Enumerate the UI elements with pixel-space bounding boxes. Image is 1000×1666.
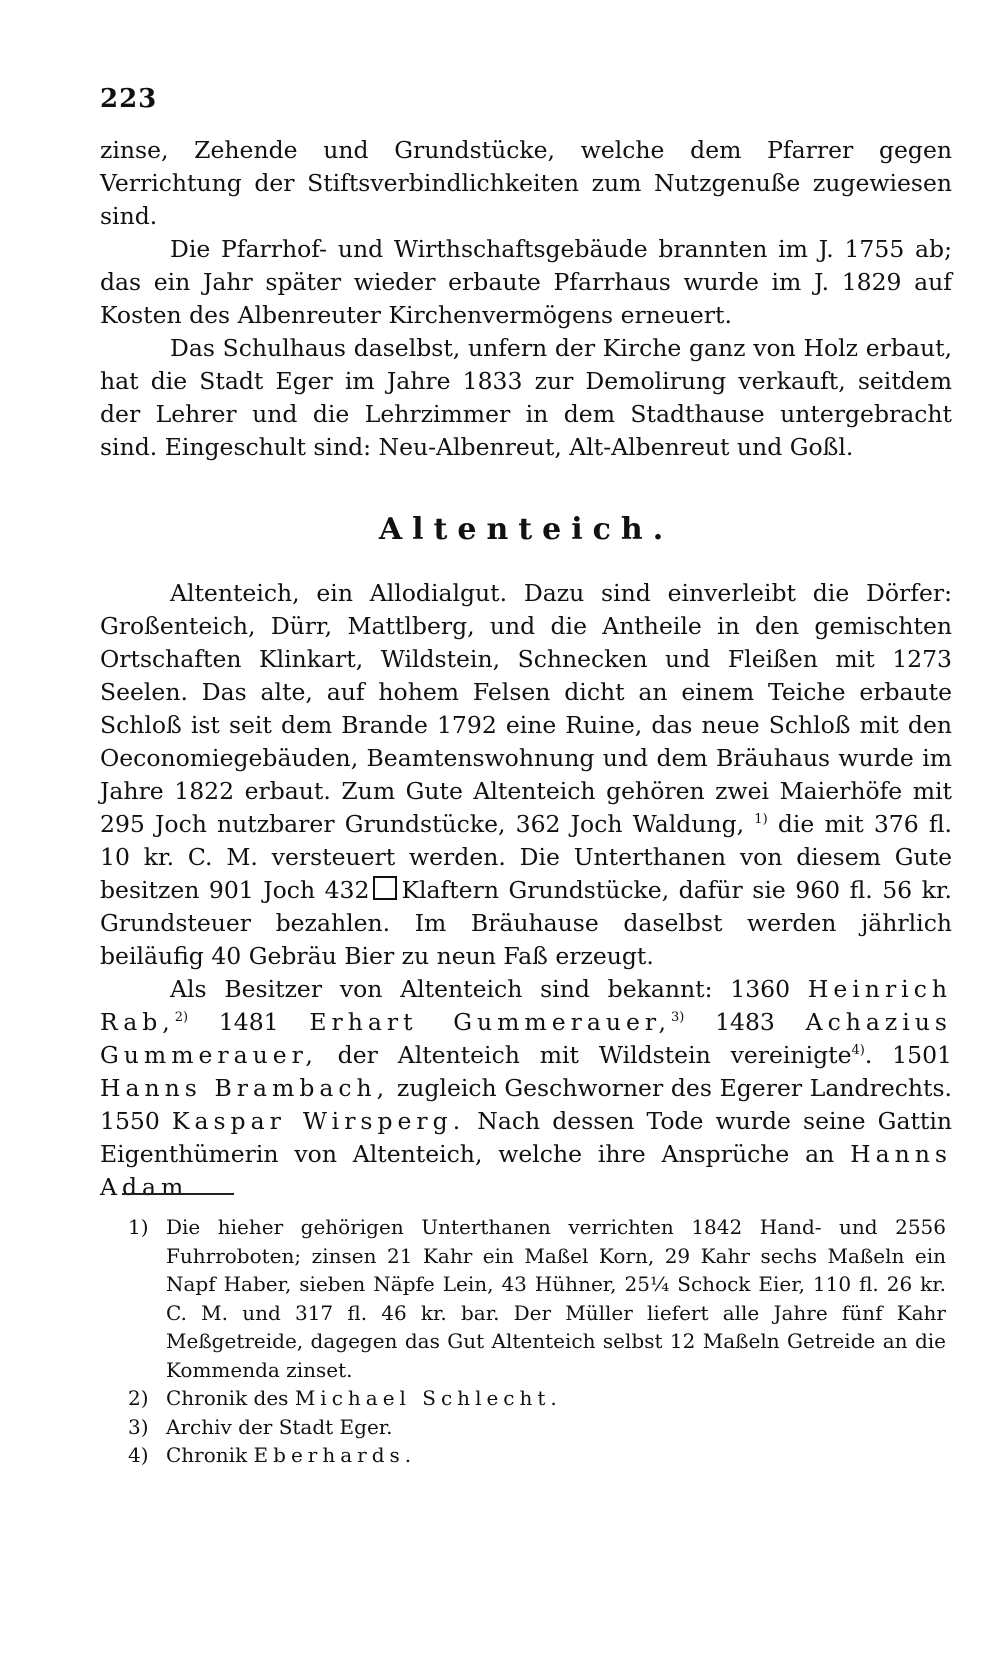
paragraph-altenteich-description bbox=[100, 577, 952, 973]
owner-name-hanns-brambach: Hanns Brambach, bbox=[100, 1074, 390, 1102]
square-symbol-icon bbox=[373, 876, 397, 900]
owners-text-part4: der Altenteich mit Wildstein vereinigte bbox=[337, 1041, 852, 1069]
main-text bbox=[100, 134, 952, 1204]
altenteich-text-part2: die mit 376 fl. 10 kr. C. M. versteuert werden. Die Unterthanen von diesem Gute besitzen 901 Joch 432 bbox=[100, 810, 952, 904]
footnote-divider bbox=[122, 1193, 234, 1195]
footnote-number: 4) bbox=[128, 1443, 149, 1467]
owner-name-heinrich-rab: Heinrich Rab, bbox=[100, 975, 952, 1036]
owners-text-part6: zugleich Geschworner des Egerer Landrechts. 1550 bbox=[100, 1074, 952, 1135]
footnote-number: 1) bbox=[128, 1215, 149, 1239]
owners-text-part5: . 1501 bbox=[864, 1041, 952, 1069]
footnote-ref-3: 3) bbox=[671, 1010, 685, 1026]
footnote-1 bbox=[128, 1213, 946, 1384]
owner-name-erhart-gummerauer: Erhart Gummerauer, bbox=[309, 1008, 672, 1036]
altenteich-text-part1: Altenteich, ein Allodialgut. Dazu sind einverleibt die Dörfer: Großenteich, Dürr, Mattlberg, und die Antheile in den gemischten Ortschaften Klinkart, Wildstein, Schnecken und Fleißen mit 1273 Seelen. Das alte, auf hohem Felsen dicht an einem Teiche erbaute Schloß ist seit dem Brande 1792 eine Ruine, das neue Schloß mit den Oeconomiegebäuden, Beamtenswohnung und dem Bräuhaus wurde im Jahre 1822 erbaut. Zum Gute Altenteich gehören zwei Maierhöfe mit 295 Joch nutzbarer Grundstücke, 362 Joch Waldung, bbox=[100, 579, 952, 838]
footnote-number: 2) bbox=[128, 1386, 149, 1410]
paragraph-school-house: Das Schulhaus daselbst, unfern der Kirche ganz von Holz erbaut, hat die Stadt Eger im Jahre 1833 zur Demolirung verkauft, seitdem der Lehrer und die Lehrzimmer in dem Stadthause untergebracht sind. Eingeschult sind: Neu-Albenreut, Alt-Albenreut und Goßl. bbox=[100, 334, 952, 461]
owners-text-part3: 1483 bbox=[715, 1008, 775, 1036]
footnote-4-text: Chronik bbox=[166, 1443, 248, 1467]
footnote-ref-2: 2) bbox=[174, 1010, 189, 1026]
section-heading: Altenteich. bbox=[378, 512, 674, 547]
footnote-4 bbox=[128, 1441, 946, 1470]
footnote-text: Archiv der Stadt Eger. bbox=[166, 1414, 393, 1439]
footnote-2-name: Michael Schlecht. bbox=[294, 1386, 562, 1410]
owners-text-part7: Nach dessen Tode wurde seine Gattin Eigenthümerin von Altenteich, welche ihre Ansprüche an bbox=[100, 1107, 952, 1168]
paragraph-owners bbox=[100, 973, 952, 1204]
footnote-text: Die hieher gehörigen Unterthanen verrichten 1842 Hand- und 2556 Fuhrroboten; zinsen 21 Kahr ein Maßel Korn, 29 Kahr sechs Maßeln ein Napf Haber, sieben Näpfe Lein, 43 Hühner, 25¼ Schock Eier, 110 fl. 26 kr. C. M. und 317 fl. 46 kr. bar. Der Müller liefert alle Jahre fünf Kahr Meßgetreide, dagegen das Gut Altenteich selbst 12 Maßeln Getreide an die Kommenda zinset. bbox=[166, 1215, 946, 1382]
footnote-ref-1: 1) bbox=[754, 812, 768, 828]
footnote-2-text: Chronik des bbox=[166, 1386, 289, 1410]
footnote-2 bbox=[128, 1384, 946, 1413]
footnote-text bbox=[166, 1441, 946, 1470]
owners-text-part1: Als Besitzer von Altenteich sind bekannt: 1360 bbox=[170, 975, 791, 1003]
footnote-3 bbox=[128, 1413, 946, 1442]
footnote-4-name: Eberhards. bbox=[253, 1443, 417, 1467]
paragraph-parish-buildings: Die Pfarrhof- und Wirthschaftsgebäude brannten im J. 1755 ab; das ein Jahr später wieder erbaute Pfarrhaus wurde im J. 1829 auf Kosten des Albenreuter Kirchenvermögens erneuert. bbox=[100, 235, 952, 329]
owner-name-kaspar-wirsperg: Kaspar Wirsperg. bbox=[171, 1107, 466, 1135]
owner-name-hanns-adam: Hanns Adam bbox=[100, 1140, 952, 1201]
footnote-text bbox=[166, 1384, 946, 1413]
footnote-number: 3) bbox=[128, 1414, 149, 1439]
owners-text-part2: 1481 bbox=[218, 1008, 279, 1036]
altenteich-text-part3: Klaftern Grundstücke, dafür sie 960 fl. 56 kr. Grundsteuer bezahlen. Im Bräuhause daselbst werden jährlich beiläufig 40 Gebräu Bier zu neun Faß erzeugt. bbox=[100, 876, 952, 970]
paragraph-parish-income: zinse, Zehende und Grundstücke, welche dem Pfarrer gegen Verrichtung der Stiftsverbindlichkeiten zum Nutzgenuße zugewiesen sind. bbox=[100, 136, 952, 230]
page-number: 223 bbox=[100, 84, 158, 114]
owner-name-achazius-gummerauer: Achazius Gummerauer, bbox=[100, 1008, 952, 1069]
footnote-ref-4: 4) bbox=[851, 1043, 865, 1059]
footnotes bbox=[128, 1213, 946, 1470]
